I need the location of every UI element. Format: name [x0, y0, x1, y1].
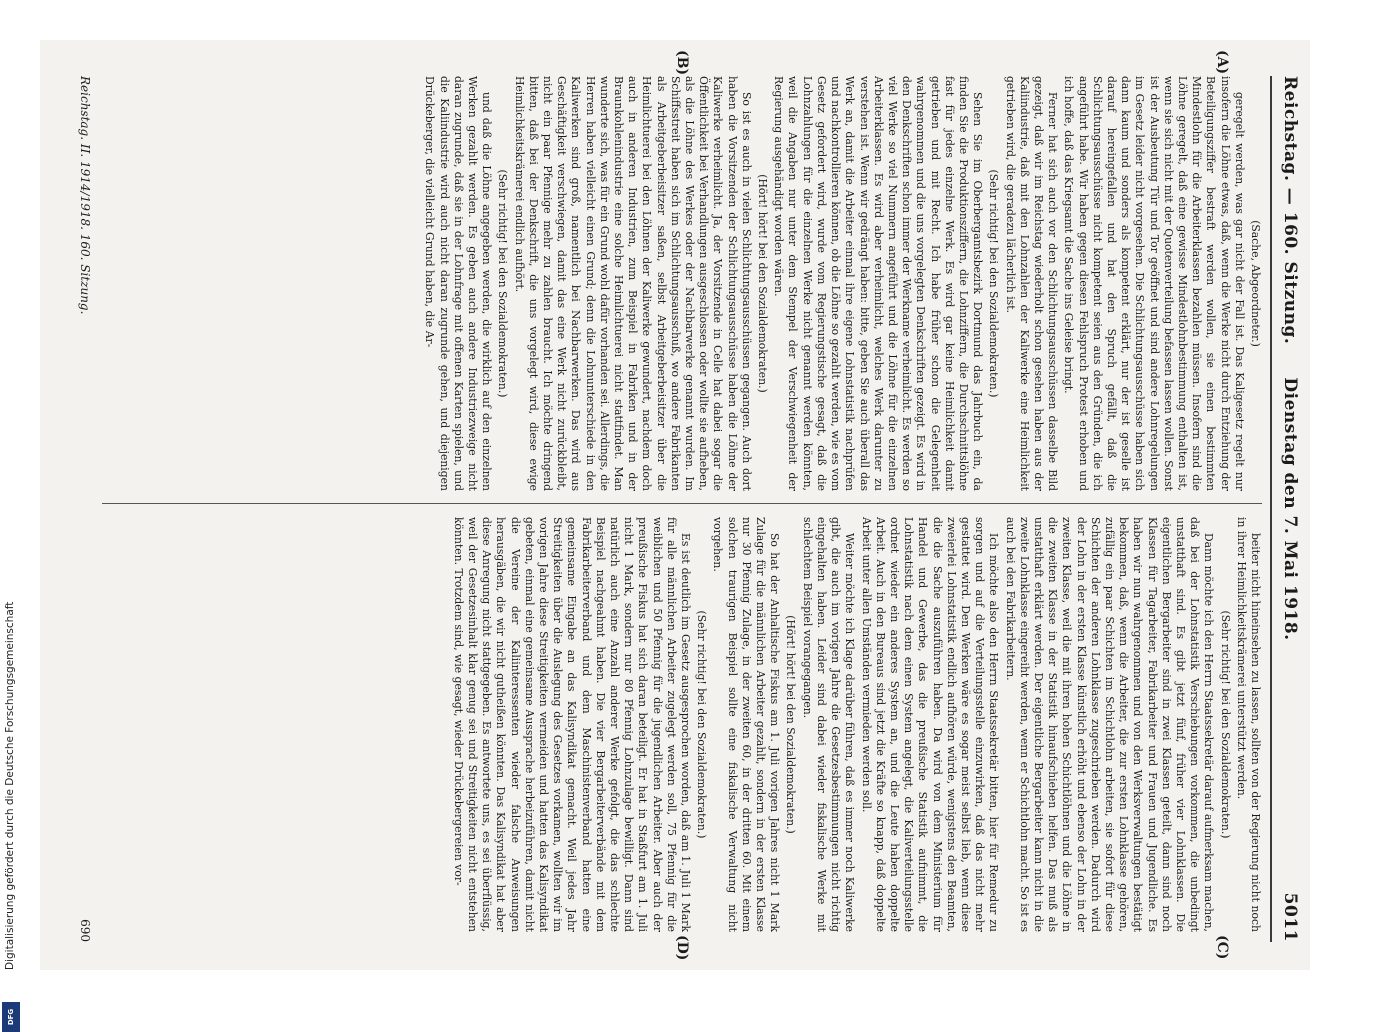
interjection: (Hört! hört! bei den Sozialdemokraten.): [784, 615, 798, 834]
header-rule: [1270, 76, 1272, 942]
paragraph: Ich möchte also den Herrn Staatssekretär bitten, hier für Remedur zu sorgen und auf die Verteilungsstelle einzuwirken, daß das nicht mehr gestattet wird. Den Werken wäre es sogar meist selbst lieb, wenn diese zweierlei Lohnstatistik endlich aufhören würde, wenigstens den Beamten, die die Sache auszuführen haben. Da wird von dem Ministerium für Handel und Gewerbe, das die preußische Statistik aufnimmt, die Lohnstatistik nach dem einen System angelegt, die Kaliverteilungsstelle ordnet wieder ein anderes System an, und die Leute haben doppelte Arbeit. Auch in den Bureaus sind jetzt die Kräfte so knapp, daß doppelte Arbeit unter allen Umständen vermieden werden soll.: [859, 517, 1001, 932]
marker-d: (D): [674, 935, 690, 961]
interjection: (Sehr richtig! bei den Sozialdemokraten.): [695, 610, 709, 839]
speaker-note: (Sache, Abgeordneter.): [1249, 220, 1262, 347]
paragraph: Dann möchte ich den Herrn Staatssekretär darauf aufmerksam machen, daß bei der Lohnstatistik Verschiebungen vorkommen, die unbedingt unstatthaft sind. Es gibt jetzt fünf, früher vier Lohnklassen. Die eigentlichen Bergarbeiter sind in zwei Klassen geteilt, dann sind noch Klassen für Tagarbeiter, Fabrikarbeiter und Frauen und Jugendliche. Es haben wir nun wahrgenommen und von den Werksverwaltungen bestätigt bekommen, daß, wenn die Arbeiter, die zur ersten Lohnklasse gehören, zufällig ein paar Schichten im Schichtlohn arbeiten, sie sofort für diese Schichten der anderen Lohnklasse zugeschrieben werden. Dadurch wird der Lohn in der ersten Klasse künstlich erhöht und ebenso der Lohn in der zweiten Klasse, weil die mit ihren hohen Schichtlöhnen und die Löhne in die zweiten Klasse in der Statistik hinaufschieben helfen. Das muß als unstatthaft erklärt werden. Der eigentliche Bergarbeiter kann nicht in die zweite Lohnklasse eingereiht werden, wenn er Schichtlohn macht. So ist es auch bei den Fabrikarbeitern.: [1003, 517, 1216, 932]
header-date: Dienstag den 7. Mai 1918.: [1280, 377, 1300, 641]
scanned-sheet: [40, 40, 1310, 970]
marker-a: (A): [1214, 50, 1230, 75]
header-session: Reichstag. — 160. Sitzung.: [1280, 76, 1300, 345]
interjection: (Sehr richtig! bei den Sozialdemokraten.): [496, 169, 510, 398]
marker-b: (B): [674, 50, 690, 76]
dfg-logo-icon: [2, 1002, 20, 1032]
paragraph: Weiter möchte ich Klage darüber führen, daß es immer noch Kaliwerke gibt, die auch im vorigen Jahre die Gesetzesbestimmungen nicht richtig eingehalten haben. Leider sind dabei wieder fiskalische Werke mit schlechtem Beispiel vorangegangen.: [800, 517, 857, 932]
left-column: [102, 76, 1262, 491]
page-footer: [68, 76, 92, 942]
interjection: (Hört! hört! bei den Sozialdemokraten.): [756, 174, 770, 393]
interjection: (Sehr richtig! bei den Sozialdemokraten.): [1218, 610, 1232, 839]
paragraph: geregelt werden, was gar nicht der Fall ist. Das Kaligesetz regelt nur insofern die Löhne etwas, daß, wenn die Werke nicht durch Entziehung der Beteiligungsziffer bestraft werden wollen, sie einen bestimmten Mindestlohn für die Arbeiterklassen bezahlen müssen. Insofern sind die Löhne geregelt, daß eine gewisse Mindestlohnbestimmung enthalten ist, wenn sie sich nicht mit der Quotenverteilung befassen lassen wollen. Sonst ist der Ausbeutung Tür und Tor geöffnet und sind andere Lohnregelungen im Gesetz leider nicht vorgesehen. Die Schlichtungsausschüsse haben sich dann kaum und sonders als kompetent erklärt, nur der ist geselle ist darauf hereingefallen und hat den Spruch gefällt, daß die Schlichtungsausschüsse nicht kompetent seien aus den Gründen, die ich angeführt habe. Wir haben gegen diesen Fehlspruch Protest erhoben und ich hoffe, daß das Kriegsamt die Sache ins Geleise bringt.: [1062, 76, 1246, 491]
digitization-credit: [0, 40, 24, 1026]
credit-text: Digitalisierung gefördert durch die Deutsche Forschungsgemeinschaft: [4, 601, 16, 970]
paragraph: So ist es auch in vielen Schlichtungsausschüssen gegangen. Auch dort haben die Vorsitzenden der Schlichtungsausschüsse haben die Löhne der Kaliwerke verheimlicht. Ja, der Vorsitzende in Celle hat dabei sogar die Öffentlichkeit bei Verhandlungen ausgeschlossen oder wollte sie aufheben, als die Löhne des Werkes oder der Nachbarwerke genannt wurden. Im Schiffsstreit haben sich im Schlichtungsausschuß, wo andere Fabrikanten als Arbeitgeberbeisitzer saßen, selbst Arbeitgeberbeisitzer über die Heimlichtuerei bei den Löhnen der Kaliwerke gewundert, nachdem doch auch in anderen Industrien, zum Beispiel in Fabriken und in der Braunkohlenindustrie eine solche Heimlichtuerei nicht stattfindet. Man wunderte sich, was für ein Grund wohl dafür vorhanden sei. Allerdings, die Herren haben vielleicht einen Grund; denn die Lohnunterschiede in den Kaliwerken sind groß, namentlich bei Nachbarwerken. Das wird aus Geschäftigkeit verschwiegen, damit das eine Werk nicht zurückbleibt, nicht ein paar Pfennige mehr zu zahlen braucht. Ich möchte dringend bitten, daß bei der Denkschrift, die uns vorgelegt wird, diese ewige Heimlichkeitskrämerei endlich aufhört.: [512, 76, 753, 491]
marker-c: (C): [1214, 935, 1230, 960]
page-header: [1276, 76, 1300, 942]
footer-sheet-number: 690: [78, 919, 92, 942]
paragraph: Ferner hat sich auch vor den Schlichtungsausschüssen dasselbe Bild gezeigt, daß wir im Reichstag wiederholt schon gesehen haben aus der Kaliindustrie, daß mit den Lohnzahlen der Kaliwerke eine Heimlichkeit getrieben wird, die geradezu lächerlich ist.: [1003, 76, 1060, 491]
paragraph: So hat der Anhaltische Fiskus am 1. Juli vorigen Jahres nicht 1 Mark Zulage für die männlichen Arbeiter gezahlt, sondern in der ersten Klasse nur 30 Pfennig Zulage, in der zweiten 60, in der dritten 60. Mit einem solchen traurigen Beispiel sollte eine fiskalische Verwaltung nicht vorgehen.: [711, 517, 782, 932]
right-column: [102, 517, 1262, 932]
dfg-logo-text: DFG: [7, 1008, 15, 1026]
header-page-number: 5011: [1280, 892, 1300, 942]
protocol-page: [40, 40, 1310, 970]
paragraph: und daß die Löhne angegeben werden, die wirklich auf den einzelnen Werken gezahlt werden. Es geben auch andere Industriezweige nicht daran zugrunde, daß sie in der Lohnfrage mit offenen Karten spielen, und die Kaliindustrie wird auch nicht daran zugrunde gehen, und diejenigen Drückeberger, die vielleicht Grund haben, die Ar-: [423, 76, 494, 491]
paragraph: Es ist deutlich im Gesetz ausgesprochen worden, daß am 1. Juli 1 Mark für alle männlichen Arbeiter zugelegt werden soll, 75 Pfennig für die weiblichen und 50 Pfennig für die jugendlichen Arbeiter. Aber auch der preußische Fiskus hat sich daran beteiligt. Er hat in Staßfurt am 1. Juli nicht 1 Mark, sondern nur 80 Pfennig Lohnzulage bewilligt. Dann sind natürlich auch eine Anzahl anderer Werke gefolgt, die das schlechte Beispiel nachgeahmt haben. Die vier Bergarbeiterverbände mit dem Fabrikarbeiterverband und dem Maschinistenverband hatten eine gemeinsame Eingabe an das Kalisyndikat gemacht. Weil jedes Jahr Streitigkeiten über die Auslegung des Gesetzes vorkamen, wollten wir im vorigen Jahre diese Streitigkeiten vermeiden und hatten das Kalisyndikat gebeten, einmal eine gemeinsame Aussprache herbeizuführen, damit nicht die Vereine der Kaliinteressenten wieder falsche Anweisungen herausgäben, die wir nicht gutheißen könnten. Das Kalisyndikat hat aber diese Anregung nicht stattgegeben. Es antwortete uns, es sei überflüssig, weil der Gesetzesinhalt klar genug sei und Streitigkeiten nicht entstehen könnten. Trotzdem sind, wie gesagt, wieder Drückebergereien vor-: [451, 517, 693, 932]
paragraph: Sehen Sie im Oberbergamtsbezirk Dortmund das Jahrbuch ein, da finden Sie die Produktionsziffern, die Lohnziffern, die Durchschnittslöhne fast für jedes einzelne Werk. Es wird gar keine Heimlichkeit damit getrieben und mit Recht. Ich habe früher schon die Gelegenheit wahrgenommen und die uns vorgelegten Denkschriften gezeigt. Es wird in den Denkschriften schon immer der Werkname verheimlicht. Es werden so viel Werke so viel Nummern angeführt und die Löhne für die einzelnen Arbeiterklassen. Es wird aber verheimlicht, welches Werk darunter zu verstehen ist. Wenn wir gedrängt haben: bitte, geben Sie auch überall das Werk an, damit die Arbeiter einmal ihre eigene Lohnstatistik nachprüfen und nachkontrollieren können, ob die Löhne so gezahlt werden, wie es vom Gesetz gefordert wird, wurde vom Regierungstische gesagt, daß die Lohnzahlungen für die einzelnen Werke nicht genannt werden könnten, weil die Angaben nur unter dem Stempel der Verschwiegenheit der Regierung ausgehändigt worden wären.: [772, 76, 985, 491]
interjection: (Sehr richtig! bei den Sozialdemokraten.): [987, 169, 1001, 398]
paragraph: beiter nicht hineinsehen zu lassen, sollten von der Regierung nicht noch in ihrer Heimlichkeitskrämerei unterstützt werden.: [1234, 517, 1262, 932]
footer-source: Reichstag. II. 1914/1918. 160. Sitzung.: [78, 76, 92, 315]
column-divider: [102, 503, 1262, 504]
